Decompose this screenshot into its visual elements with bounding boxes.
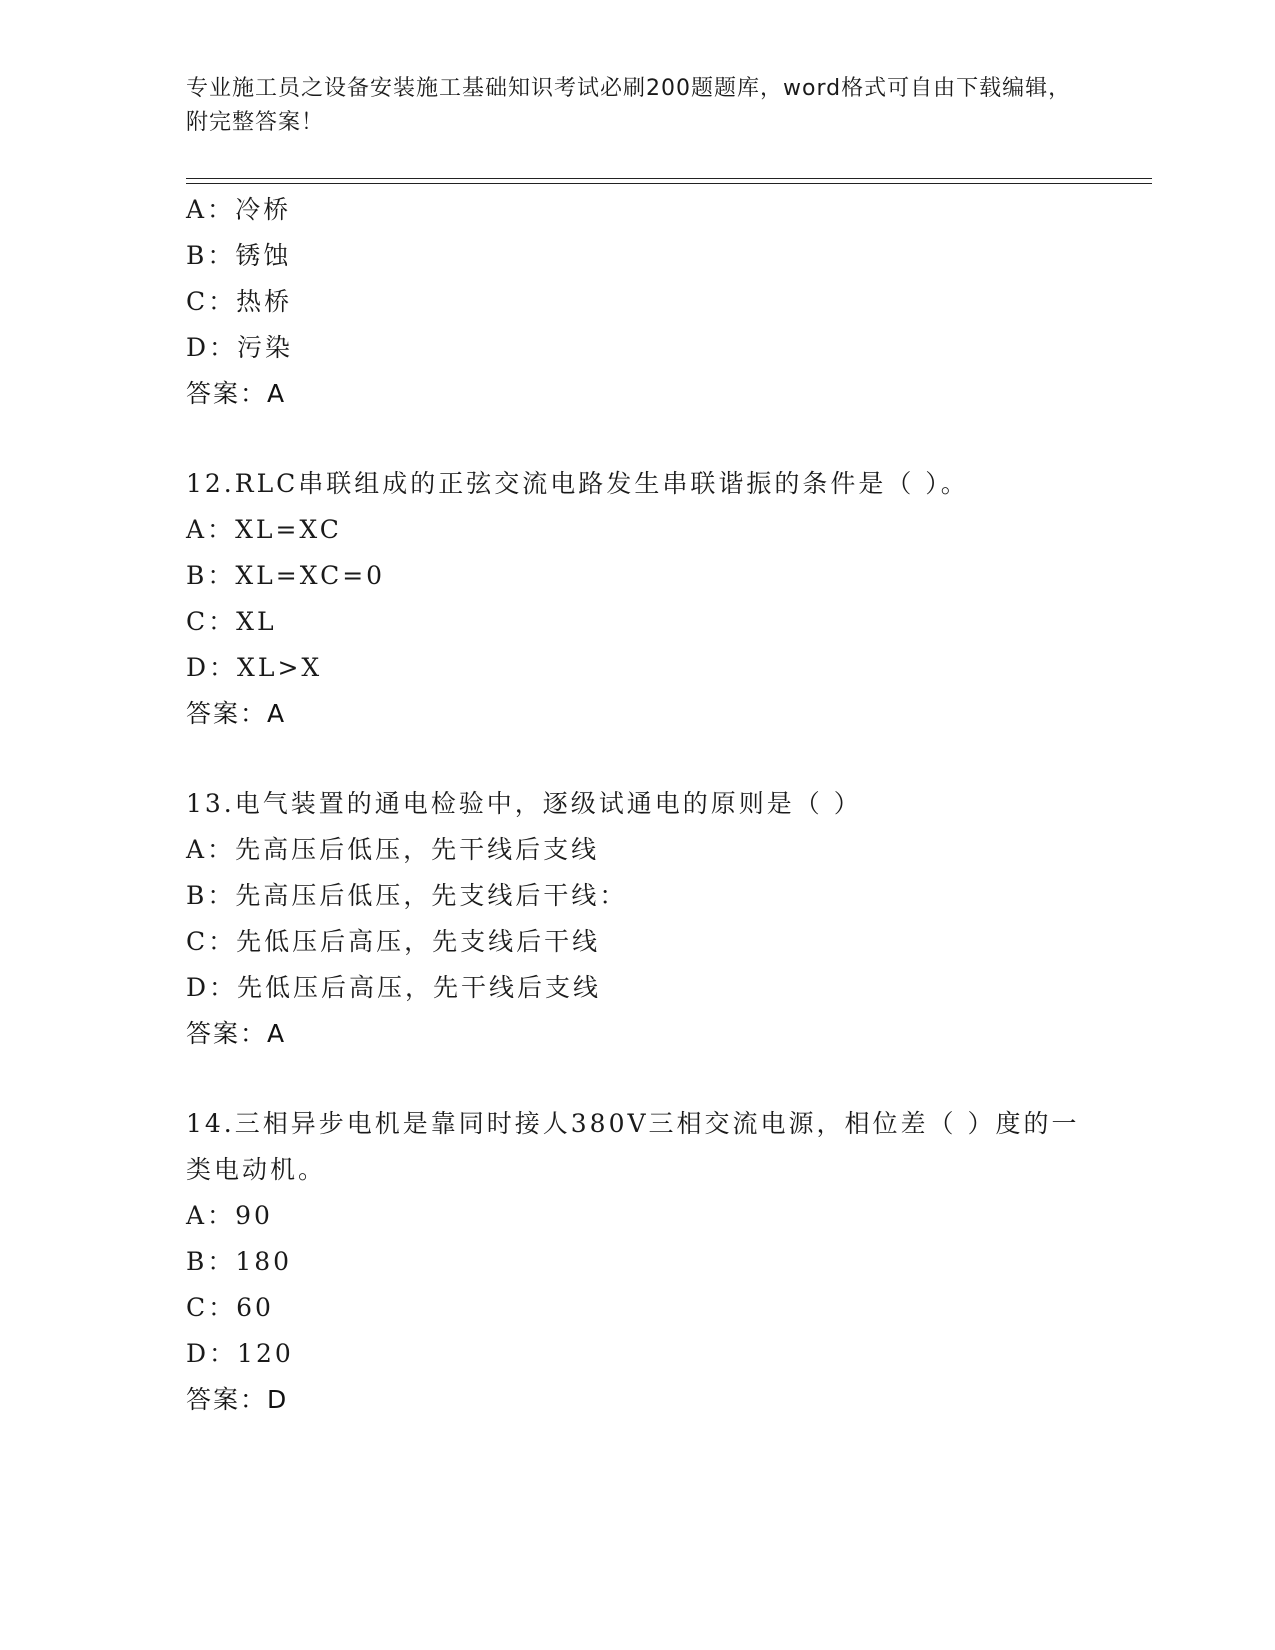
option-c: C：XL <box>186 607 277 636</box>
option-d: D：污染 <box>186 333 294 362</box>
option-b: B：先高压后低压，先支线后干线： <box>186 881 628 910</box>
question-text: 14.三相异步电机是靠同时接人380V三相交流电源，相位差（ ）度的一类电动机。 <box>186 1109 1080 1184</box>
question-11-block <box>186 187 1152 417</box>
question-14-block <box>186 1101 1152 1423</box>
option-a: A：冷桥 <box>186 195 292 224</box>
header-divider <box>186 178 1152 179</box>
question-text: 13.电气装置的通电检验中，逐级试通电的原则是（ ） <box>186 789 862 818</box>
answer-line: 答案：D <box>186 1385 289 1414</box>
page-header <box>186 72 1086 140</box>
option-d: D：先低压后高压，先干线后支线 <box>186 973 602 1002</box>
option-a: A：90 <box>186 1201 273 1230</box>
header-divider-secondary <box>186 183 1152 184</box>
option-d: D：XL>X <box>186 653 323 682</box>
option-a: A：XL=XC <box>186 515 342 544</box>
answer-line: 答案：A <box>186 699 287 728</box>
option-c: C：热桥 <box>186 287 293 316</box>
option-a: A：先高压后低压，先干线后支线 <box>186 835 600 864</box>
option-b: B：180 <box>186 1247 293 1276</box>
answer-line: 答案：A <box>186 1019 287 1048</box>
option-c: C：60 <box>186 1293 274 1322</box>
question-12-block <box>186 461 1152 737</box>
option-b: B：锈蚀 <box>186 241 292 270</box>
answer-line: 答案：A <box>186 379 287 408</box>
question-text: 12.RLC串联组成的正弦交流电路发生串联谐振的条件是（ ）。 <box>186 469 969 498</box>
document-title: 专业施工员之设备安装施工基础知识考试必刷200题题库，word格式可自由下载编辑，附完整答案！ <box>186 76 1072 135</box>
option-b: B：XL=XC=0 <box>186 561 386 590</box>
question-13-block <box>186 781 1152 1057</box>
option-c: C：先低压后高压，先支线后干线 <box>186 927 601 956</box>
question-list <box>186 187 1152 1423</box>
option-d: D：120 <box>186 1339 294 1368</box>
